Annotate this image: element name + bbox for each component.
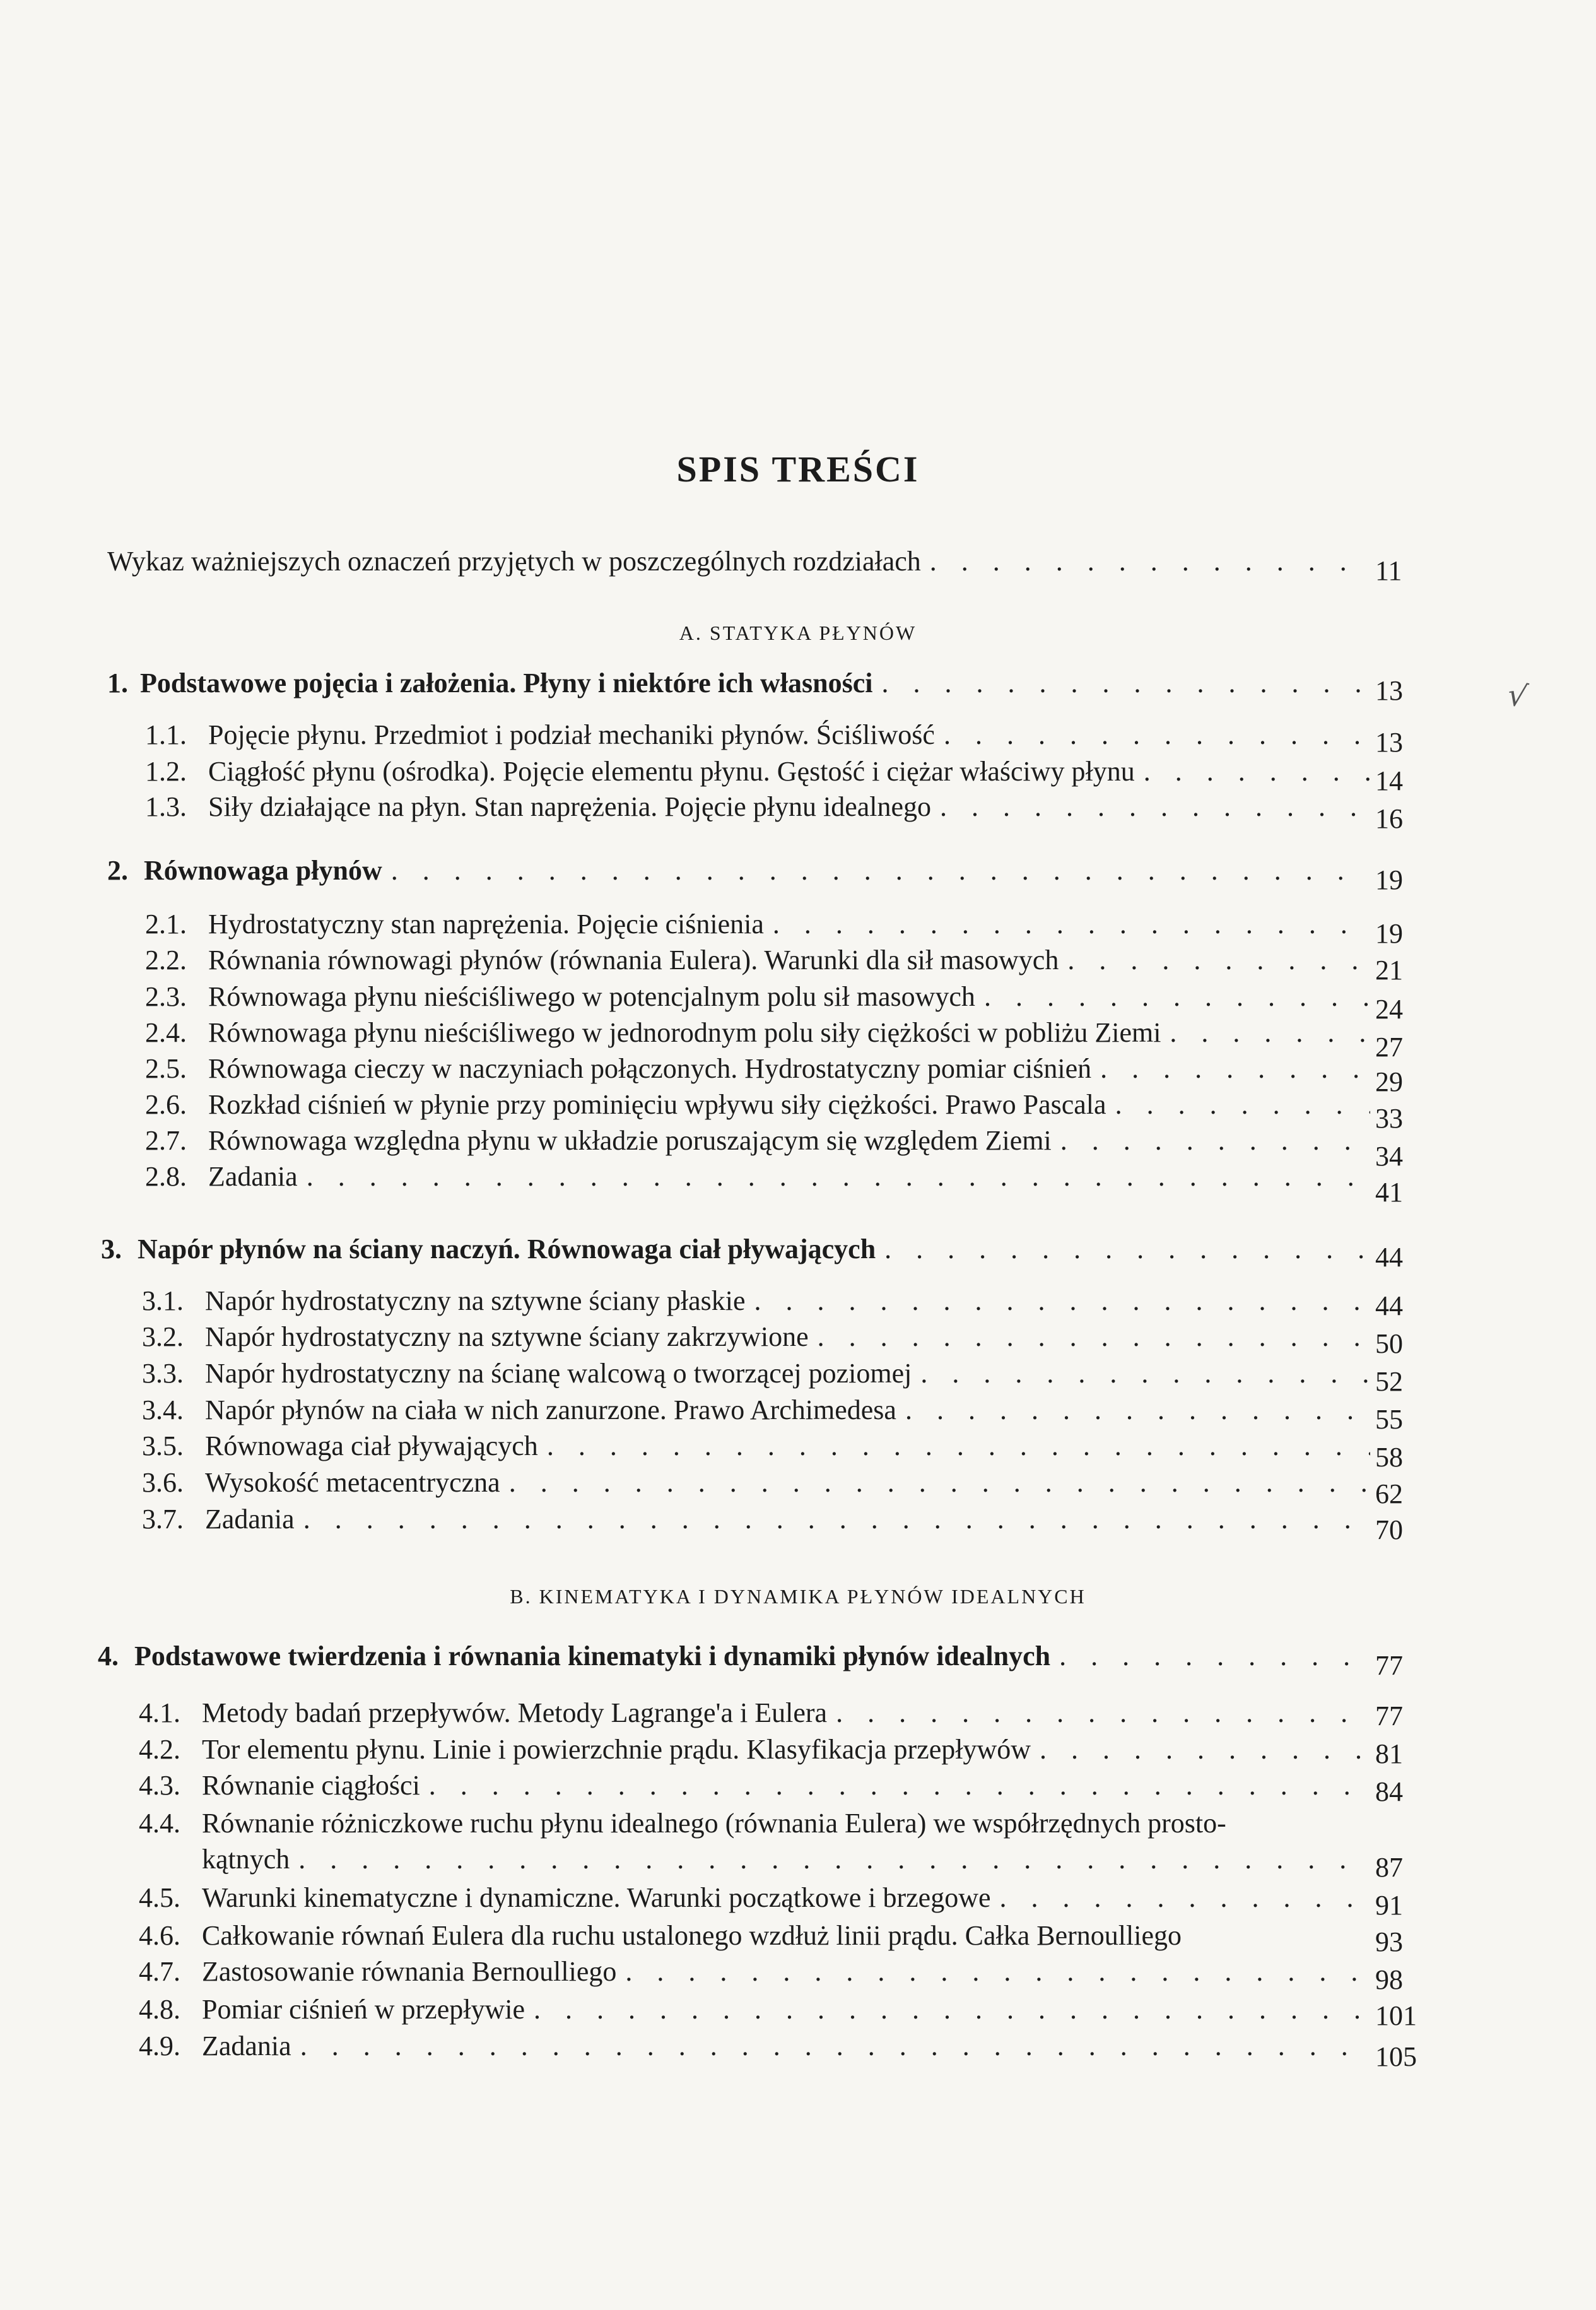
dot-leader [754,1285,1370,1317]
toc-page-number: 84 [1375,1776,1403,1807]
dot-leader [1115,1089,1370,1121]
toc-entry-title: Równowaga płynu nieściśliwego w potencjalnym polu sił masowych [208,981,975,1012]
dot-leader [1060,1125,1370,1157]
toc-chapter-4 [98,1641,1375,1672]
dot-leader [1059,1641,1370,1672]
toc-entry-title: Równowaga płynów [144,855,382,886]
dot-leader [940,791,1370,823]
toc-page-number: 33 [1375,1103,1403,1134]
dot-leader [836,1697,1370,1729]
toc-entry-number: 4.9. [139,2030,180,2061]
toc-page-number: 70 [1375,1514,1403,1545]
toc-entry-title: Ciągłość płynu (ośrodka). Pojęcie elementu płynu. Gęstość i ciężar właściwy płynu [208,756,1135,787]
toc-entry-number: 2.4. [145,1017,187,1048]
toc-page-number: 105 [1375,2041,1417,2072]
toc-entry [142,1430,1375,1462]
toc-entry [139,1882,1375,1914]
toc-entry-title: Podstawowe twierdzenia i równania kinematyki i dynamiki płynów idealnych [134,1641,1051,1671]
toc-entry-number: 1. [107,668,128,698]
toc-entry [139,1697,1375,1729]
toc-entry [142,1285,1375,1317]
dot-leader [773,909,1370,940]
toc-page-number: 34 [1375,1141,1403,1172]
toc-entry-title: Pomiar ciśnień w przepływie [202,1994,525,2025]
toc-chapter-2 [107,855,1375,887]
toc-entry-title: Równania równowagi płynów (równania Eulera). Warunki dla sił masowych [208,945,1059,975]
toc-entry [142,1504,1375,1535]
dot-leader [1144,756,1370,787]
toc-entry-title: Napór hydrostatyczny na sztywne ściany płaskie [205,1285,746,1316]
toc-page-number: 98 [1375,1964,1403,1995]
toc-entry [142,1394,1375,1426]
dot-leader [984,981,1370,1013]
toc-entry-title: Napór płynów na ciała w nich zanurzone. Prawo Archimedesa [205,1394,896,1425]
toc-page-number: 93 [1375,1926,1403,1957]
toc-entry [142,1467,1375,1499]
dot-leader [1000,1882,1371,1914]
toc-entry-number: 2.6. [145,1089,187,1120]
dot-leader [391,855,1370,887]
dot-leader [509,1467,1370,1499]
part-b-heading: B. KINEMATYKA I DYNAMIKA PŁYNÓW IDEALNYCH [510,1585,1086,1608]
page-title: SPIS TREŚCI [676,449,920,490]
dot-leader [944,719,1370,751]
toc-page-number: 13 [1375,727,1403,758]
toc-page-number: 21 [1375,955,1403,986]
toc-entry [145,791,1375,823]
toc-entry [139,1994,1375,2025]
toc-entry [145,981,1375,1013]
toc-entry-number: 1.3. [145,791,187,822]
toc-page-number: 29 [1375,1066,1403,1097]
dot-leader [307,1161,1370,1193]
dot-leader [298,1844,1370,1875]
toc-entry-number: 3.2. [142,1321,184,1352]
toc-entry-title: Warunki kinematyczne i dynamiczne. Warunki początkowe i brzegowe [202,1882,991,1913]
toc-entry [145,1017,1375,1049]
toc-entry-title: Pojęcie płynu. Przedmiot i podział mechaniki płynów. Ściśliwość [208,719,935,750]
toc-entry-number: 4.3. [139,1770,180,1801]
toc-entry-number: 3.7. [142,1504,184,1535]
toc-page-number: 52 [1375,1366,1403,1397]
dot-leader [930,546,1370,577]
toc-entry-title: Napór hydrostatyczny na sztywne ściany zakrzywione [205,1321,809,1352]
toc-entry-title: Tor elementu płynu. Linie i powierzchnie prądu. Klasyfikacja przepływów [202,1734,1031,1765]
toc-entry-number: 1.1. [145,719,187,750]
toc-entry-number: 2.8. [145,1161,187,1192]
toc-page-number: 14 [1375,765,1403,796]
dot-leader [625,1956,1370,1988]
toc-entry-title: Napór hydrostatyczny na ścianę walcową o tworzącej poziomej [205,1358,912,1389]
toc-entry-title: Równowaga ciał pływających [205,1430,538,1461]
toc-entry-number: 4.5. [139,1882,180,1913]
toc-entry-number: 2.3. [145,981,187,1012]
dot-leader [881,668,1370,699]
toc-entry-title: Równanie różniczkowe ruchu płynu idealnego (równania Eulera) we współrzędnych prosto- [202,1808,1226,1839]
toc-entry-title: Całkowanie równań Eulera dla ruchu ustalonego wzdłuż linii prądu. Całka Bernoulliego [202,1920,1182,1951]
toc-page-number: 58 [1375,1442,1403,1473]
toc-entry-number: 4.8. [139,1994,180,2025]
toc-entry [139,1808,1375,1839]
toc-entry [202,1844,1375,1875]
toc-entry [139,2030,1375,2062]
toc-entry-title: Metody badań przepływów. Metody Lagrange'a i Eulera [202,1697,828,1728]
toc-intro-text: Wykaz ważniejszych oznaczeń przyjętych w poszczególnych rozdziałach [107,546,921,577]
toc-page-number: 77 [1375,1700,1403,1731]
toc-entry [145,756,1375,787]
toc-entry [139,1770,1375,1801]
toc-entry-number: 2.7. [145,1125,187,1156]
dot-leader [429,1770,1370,1801]
dot-leader [300,2030,1370,2062]
toc-chapter-3 [101,1234,1375,1265]
toc-entry-title: Zadania [202,2030,291,2061]
toc-page-number: 44 [1375,1242,1403,1273]
dot-leader [818,1321,1370,1353]
toc-page-number: 41 [1375,1177,1403,1208]
toc-entry-number: 2. [107,855,128,886]
toc-page-number: 81 [1375,1738,1403,1769]
toc-entry-number: 3.4. [142,1394,184,1425]
toc-page-number: 27 [1375,1032,1403,1063]
toc-entry-title: Rozkład ciśnień w płynie przy pominięciu wpływu siły ciężkości. Prawo Pascala [208,1089,1106,1120]
dot-leader [1170,1017,1370,1049]
dot-leader [303,1504,1370,1535]
toc-entry-number: 4. [98,1641,119,1671]
toc-entry-number: 2.1. [145,909,187,940]
toc-entry [145,909,1375,940]
toc-entry-title: Zastosowanie równania Bernoulliego [202,1956,617,1987]
toc-entry [142,1321,1375,1353]
toc-entry-title: Równanie ciągłości [202,1770,420,1801]
toc-entry-number: 4.4. [139,1808,180,1839]
toc-entry [145,1089,1375,1121]
toc-entry-number: 4.6. [139,1920,180,1951]
toc-entry-number: 1.2. [145,756,187,787]
toc-entry-title: Zadania [208,1161,298,1192]
toc-entry-number: 3.1. [142,1285,184,1316]
toc-entry-number: 4.7. [139,1956,180,1987]
dot-leader [884,1234,1370,1265]
toc-entry-title: Równowaga cieczy w naczyniach połączonych. Hydrostatyczny pomiar ciśnień [208,1053,1092,1084]
toc-intro [107,546,1375,577]
toc-entry-title: Hydrostatyczny stan naprężenia. Pojęcie ciśnienia [208,909,764,940]
toc-page-number: 55 [1375,1404,1403,1435]
toc-page-number: 13 [1375,675,1403,706]
toc-page-number: 19 [1375,864,1403,895]
dot-leader [1040,1734,1370,1765]
toc-entry-number: 4.2. [139,1734,180,1765]
dot-leader [1067,945,1370,976]
toc-entry-number: 3.5. [142,1430,184,1461]
dot-leader [905,1394,1370,1426]
toc-entry [139,1920,1375,1952]
toc-entry-number: 3.3. [142,1358,184,1389]
toc-page-number: 62 [1375,1478,1403,1509]
toc-intro-page: 11 [1375,555,1402,586]
toc-entry-title: kątnych [202,1844,290,1875]
toc-entry-title: Napór płynów na ściany naczyń. Równowaga ciał pływających [138,1234,876,1264]
toc-page-number: 91 [1375,1890,1403,1921]
dot-leader [547,1430,1370,1462]
toc-entry-number: 2.5. [145,1053,187,1084]
toc-entry-title: Równowaga płynu nieściśliwego w jednorodnym polu siły ciężkości w pobliżu Ziemi [208,1017,1161,1048]
toc-page-number: 87 [1375,1852,1403,1883]
toc-chapter-1 [107,668,1375,699]
toc-page-number: 24 [1375,994,1403,1025]
toc-page-number: 44 [1375,1290,1403,1321]
toc-entry-number: 2.2. [145,945,187,975]
toc-page-number: 19 [1375,918,1403,949]
toc-entry [142,1358,1375,1389]
toc-entry [139,1734,1375,1765]
dot-leader [534,1994,1370,2025]
dot-leader [1100,1053,1370,1085]
toc-entry-title: Równowaga względna płynu w układzie poruszającym się względem Ziemi [208,1125,1052,1156]
toc-entry-title: Zadania [205,1504,295,1535]
toc-entry [145,719,1375,751]
toc-entry [145,945,1375,976]
toc-entry-number: 4.1. [139,1697,180,1728]
toc-entry [145,1125,1375,1157]
part-a-heading: A. STATYKA PŁYNÓW [679,622,917,644]
toc-entry [145,1053,1375,1085]
toc-entry [145,1161,1375,1193]
toc-entry-title: Siły działające na płyn. Stan naprężenia. Pojęcie płynu idealnego [208,791,932,822]
toc-entry-title: Wysokość metacentryczna [205,1467,500,1498]
dot-leader [920,1358,1370,1389]
handwritten-check-mark: √ [1505,676,1530,716]
toc-entry [139,1956,1375,1988]
toc-entry-title: Podstawowe pojęcia i założenia. Płyny i niektóre ich własności [140,668,873,698]
toc-page-number: 16 [1375,803,1403,834]
toc-entry-number: 3.6. [142,1467,184,1498]
toc-page-number: 77 [1375,1650,1403,1681]
toc-page-number: 50 [1375,1328,1403,1359]
toc-entry-number: 3. [101,1234,122,1264]
toc-page-number: 101 [1375,2000,1417,2031]
